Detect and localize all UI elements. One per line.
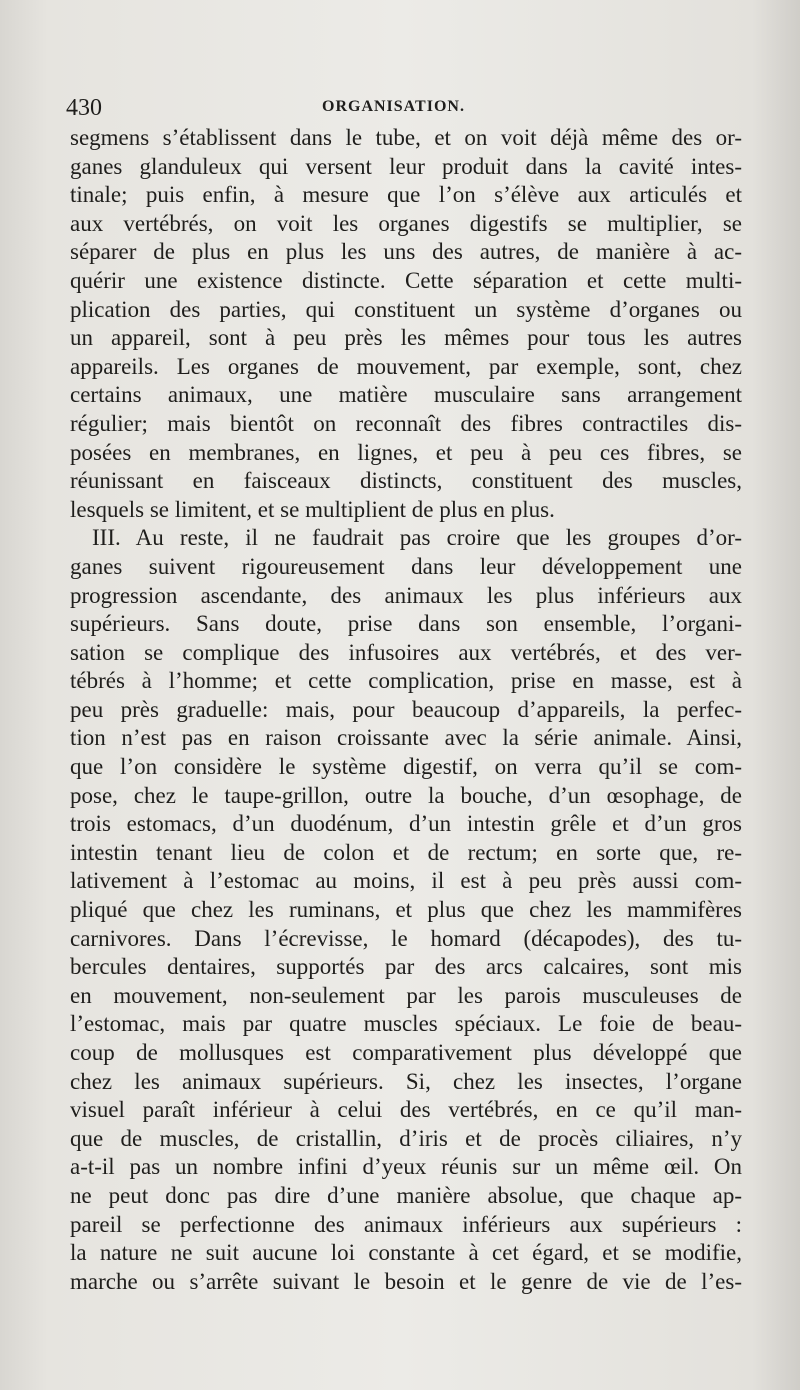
text-line: plication des parties, qui constituent un système d’organes ou [70,296,742,322]
text-line: tion n’est pas en raison croissante avec la série animale. Ainsi, [70,725,742,751]
text-line: ganes suivent rigoureusement dans leur développement une [70,553,742,579]
text-line: carnivores. Dans l’écrevisse, le homard (décapodes), des tu- [70,925,742,951]
text-line: la nature ne suit aucune loi constante à cet égard, et se modifie, [70,1240,742,1266]
body-text [70,124,742,1296]
text-line: lesquels se limitent, et se multiplient de plus en plus. [70,496,555,522]
text-line: certains animaux, une matière musculaire sans arrangement [70,382,742,408]
text-line: coup de mollusques est comparativement plus développé que [70,1040,742,1065]
text-line: III. Au reste, il ne faudrait pas croire que les groupes d’or- [92,525,742,551]
text-line: pliqué que chez les ruminans, et plus que chez les mammifères [70,897,742,923]
text-line: segmens s’établissent dans le tube, et on voit déjà même des or- [70,125,742,150]
text-line: aux vertébrés, on voit les organes digestifs se multiplier, se [70,210,742,236]
text-line: supérieurs. Sans doute, prise dans son ensemble, l’organi- [70,611,742,637]
text-line: ganes glanduleux qui versent leur produit dans la cavité intes- [70,153,742,179]
text-line: l’estomac, mais par quatre muscles spéciaux. Le foie de beau- [70,1011,742,1037]
text-line: intestin tenant lieu de colon et de rectum; en sorte que, re- [70,839,742,865]
text-line: bercules dentaires, supportés par des arcs calcaires, sont mis [70,954,742,980]
text-line: progression ascendante, des animaux les plus inférieurs aux [70,582,742,608]
text-line: un appareil, sont à peu près les mêmes pour tous les autres [70,325,742,351]
text-line: peu près graduelle: mais, pour beaucoup d’appareils, la perfec- [70,696,742,722]
running-title: ORGANISATION. [322,98,465,115]
text-line: que de muscles, de cristallin, d’iris et de procès ciliaires, n’y [70,1125,742,1151]
text-line: régulier; mais bientôt on reconnaît des fibres contractiles dis- [70,410,742,436]
text-line: en mouvement, non-seulement par les parois musculeuses de [70,982,742,1008]
text-line: tinale; puis enfin, à mesure que l’on s’élève aux articulés et [70,182,742,208]
text-line: marche ou s’arrête suivant le besoin et le genre de vie de l’es- [70,1268,742,1294]
text-line: appareils. Les organes de mouvement, par exemple, sont, chez [70,353,742,379]
text-line: réunissant en faisceaux distincts, constituent des muscles, [70,468,742,494]
text-line: posées en membranes, en lignes, et peu à peu ces fibres, se [70,439,742,465]
text-line: pose, chez le taupe-grillon, outre la bouche, d’un œsophage, de [70,782,742,808]
page-header [66,92,742,124]
text-line: visuel paraît inférieur à celui des vertébrés, en ce qu’il man- [70,1097,742,1123]
text-line: ne peut donc pas dire d’une manière absolue, que chaque ap- [70,1182,742,1208]
text-line: lativement à l’estomac au moins, il est à peu près aussi com- [70,868,742,894]
text-line: chez les animaux supérieurs. Si, chez les insectes, l’organe [70,1068,742,1094]
text-line: a-t-il pas un nombre infini d’yeux réunis sur un même œil. On [70,1154,742,1180]
text-line: séparer de plus en plus les uns des autres, de manière à ac- [70,239,742,265]
text-line: tébrés à l’homme; et cette complication, prise en masse, est à [70,668,742,694]
text-line: pareil se perfectionne des animaux inférieurs aux supérieurs : [70,1211,742,1237]
text-line: quérir une existence distincte. Cette séparation et cette multi- [70,267,742,293]
text-line: sation se complique des infusoires aux vertébrés, et des ver- [70,639,742,665]
text-line: que l’on considère le système digestif, on verra qu’il se com- [70,754,742,780]
text-line: trois estomacs, d’un duodénum, d’un intestin grêle et d’un gros [70,811,742,837]
page-number: 430 [66,95,102,121]
